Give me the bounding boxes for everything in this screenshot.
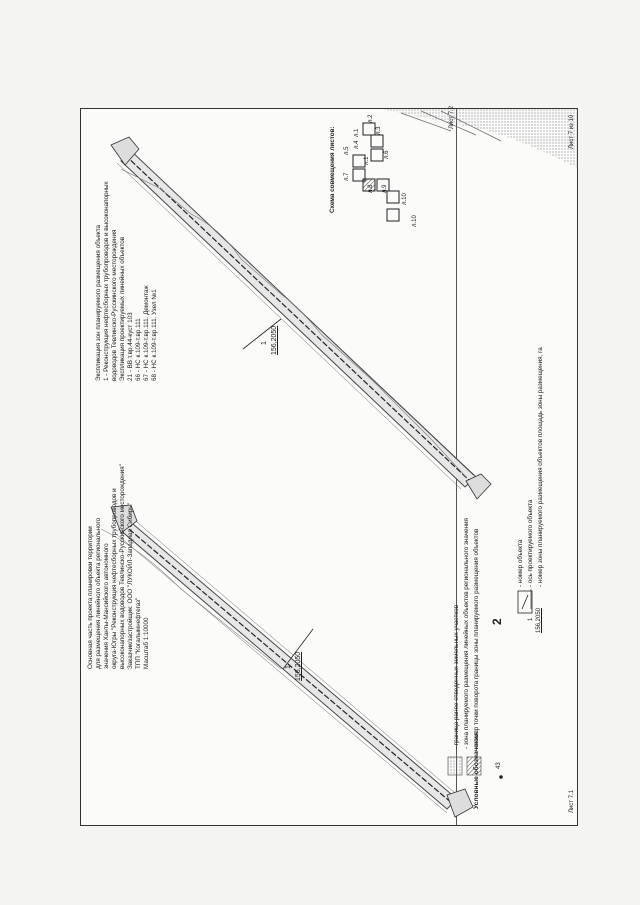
scheme-sheet-label: л.2 — [368, 114, 374, 123]
scheme-sheet-label: л.1 — [364, 156, 370, 165]
scheme-sheet-label: л.6 — [384, 150, 390, 159]
legend-item: - зона планируемого размещения линейных объектов регионального значения — [463, 518, 470, 749]
objects-item: 1 - Реконструкция нефтесборных трубопроводов и высоконапорных — [103, 181, 110, 381]
zone-area: 156,2050 — [271, 325, 278, 355]
zone-area: 156,2050 — [295, 651, 302, 681]
zone-label: 1 — [285, 665, 292, 669]
sheet-label-top-right: Лист 7.2 — [449, 105, 455, 129]
scheme-sheet-label: л.10 — [412, 215, 418, 227]
title-line: значения Ханты-Мансийского автономного — [103, 543, 110, 669]
legend-item: - номер объекта — [517, 539, 524, 587]
title-line: ТПП "Когалымнефтегаз" — [135, 597, 142, 669]
scheme-sheet-label: л.3 — [376, 126, 382, 135]
legend-sample-zone: 1 — [528, 617, 534, 621]
legend-items-right — [517, 347, 545, 587]
legend-sample-number: 2 — [490, 618, 504, 625]
title-line: Основная часть проекта планировки территории — [87, 526, 94, 669]
sheet-scheme-drawing — [353, 123, 399, 221]
scheme-sheet-label: л.4 — [354, 140, 360, 149]
legend-item: - номер точки поворота границы зоны планируемого размещения объектов — [473, 528, 480, 749]
legend-item: - номер зоны планируемого размещения объектов площадь зоны размещения, га — [537, 347, 544, 587]
objects-subheading: Экспликация проектируемых линейных объектов — [119, 236, 126, 381]
objects-subitem: 21 - ВВ т.вр.44-куст 103 — [127, 312, 134, 381]
legend-item: - граница ранее отведенных земельных участков — [453, 604, 460, 749]
title-line: для размещения линейного объекта регионального — [95, 517, 102, 669]
legend-heading: Условные обозначения: — [473, 729, 480, 809]
sheet-label-right: Лист 7 из 10 — [569, 114, 575, 149]
scheme-heading: Схема совмещения листов: — [329, 126, 336, 213]
legend-point-label: 43 — [496, 762, 502, 769]
pipeline-corridor-upper — [117, 149, 476, 489]
legend-sample-area: 156,2050 — [536, 607, 542, 633]
terrain-area — [381, 109, 579, 169]
objects-subitem: 67 - НС к.109-т.вр.111. Демонтаж — [143, 285, 150, 381]
objects-subitem: 68 - НС к.109-т.вр.111. Узел №1 — [151, 289, 158, 381]
scheme-sheet-label: л.1 — [354, 128, 360, 137]
scheme-sheet-label: л.8 — [368, 184, 374, 193]
drawing-sheet — [80, 105, 578, 826]
objects-block — [95, 181, 159, 381]
title-line: округа-Югры "Реконструкция нефтесборных трубопроводов и — [111, 488, 118, 669]
objects-item: водоводов Тевлинско-Русскинского месторождения — [111, 229, 118, 381]
sheet-label-left: Лист 7.1 — [569, 789, 575, 813]
title-line: Масштаб 1:10000 — [143, 617, 150, 669]
objects-subitem: 66 - НС к.109-т.вр.111 — [135, 318, 142, 381]
title-line: высоконапорных водоводов Тевлинско-Русскинского месторождения" — [119, 464, 126, 669]
scheme-sheet-label: л.9 — [382, 184, 388, 193]
objects-heading: Экспликация зон планируемого размещения объекта — [95, 224, 102, 381]
legend-items-left — [453, 518, 481, 749]
title-block — [87, 464, 151, 669]
zone-label: 1 — [261, 341, 268, 345]
scheme-sheet-label: л.10 — [402, 193, 408, 205]
title-line: Заказчик/застройщик: ООО "ЛУКОЙЛ-Западная Сибирь" — [127, 503, 134, 669]
scheme-sheet-label: л.7 — [344, 172, 350, 181]
scheme-sheet-label: л.5 — [344, 146, 350, 155]
legend-item: - ось проектируемого объекта — [527, 499, 534, 587]
